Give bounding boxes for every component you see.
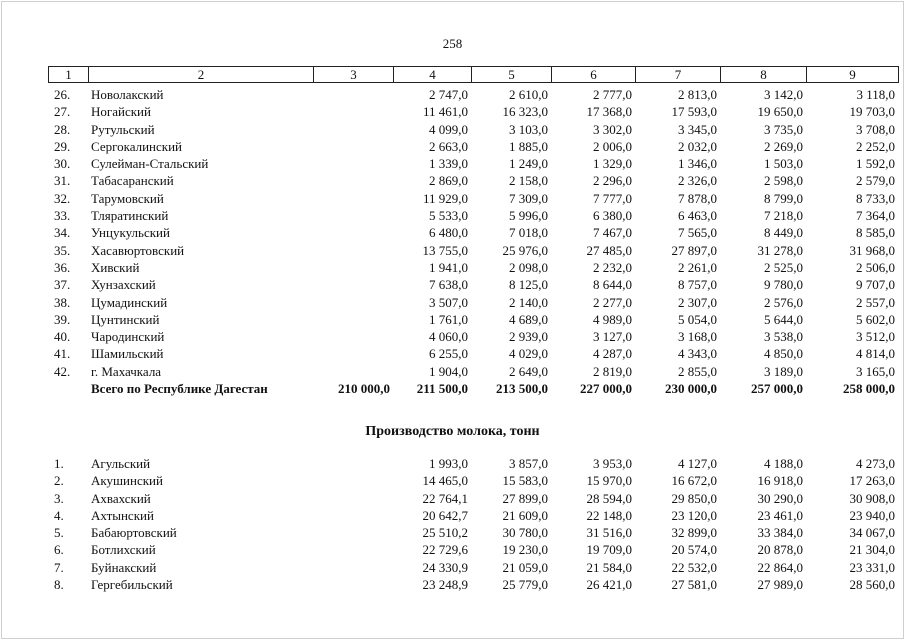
col-8-value: 257 000,0	[751, 381, 803, 397]
table-row	[48, 121, 898, 138]
col-4-value: 4 099,0	[429, 121, 468, 137]
district-name: Тляратинский	[91, 208, 169, 224]
col-7-value: 3 345,0	[678, 121, 717, 137]
column-header: 5	[472, 67, 552, 83]
page-number: 258	[442, 36, 463, 51]
col-5-value: 2 158,0	[509, 173, 548, 189]
col-8-value: 2 576,0	[764, 294, 803, 310]
district-name: Цунтинский	[91, 311, 160, 327]
district-name: Табасаранский	[91, 173, 174, 189]
column-header: 2	[89, 67, 314, 83]
col-5-value: 7 309,0	[509, 190, 548, 206]
col-3-value	[313, 103, 393, 120]
col-7-value: 2 326,0	[678, 173, 717, 189]
col-7-value: 2 261,0	[678, 259, 717, 275]
column-header: 1	[49, 67, 89, 83]
col-7-value: 4 127,0	[678, 456, 717, 471]
col-6-value: 2 006,0	[593, 138, 632, 154]
col-3-value	[313, 121, 393, 138]
col-6-value: 22 148,0	[586, 507, 632, 523]
col-6-value: 8 644,0	[593, 277, 632, 293]
table-row	[48, 207, 898, 224]
row-number: 31.	[54, 173, 71, 189]
district-name: Хивский	[91, 259, 140, 275]
col-8-value: 19 650,0	[757, 104, 803, 120]
col-5-value: 4 029,0	[509, 346, 548, 362]
table-row	[48, 259, 898, 276]
col-8-value: 30 290,0	[757, 490, 803, 506]
table-row	[48, 576, 898, 593]
column-header: 6	[552, 67, 636, 83]
col-7-value: 27 897,0	[671, 242, 717, 258]
col-9-value: 5 602,0	[856, 311, 895, 327]
col-9-value: 2 557,0	[856, 294, 895, 310]
row-number: 41.	[54, 346, 71, 362]
col-3-value	[313, 276, 393, 293]
col-9-value: 2 579,0	[856, 173, 895, 189]
col-6-value: 3 953,0	[593, 456, 632, 471]
district-name: Сергокалинский	[91, 138, 183, 154]
col-7-value: 3 168,0	[678, 329, 717, 345]
col-4-value: 6 255,0	[429, 346, 468, 362]
row-number: 40.	[54, 329, 71, 345]
col-5-value: 2 140,0	[509, 294, 548, 310]
col-4-value: 22 764,1	[422, 490, 468, 506]
col-8-value: 23 461,0	[757, 507, 803, 523]
col-3-value	[313, 86, 393, 103]
col-5-value: 25 976,0	[502, 242, 548, 258]
col-3-value	[313, 524, 393, 541]
col-6-value: 19 709,0	[586, 542, 632, 558]
col-6-value: 27 485,0	[586, 242, 632, 258]
row-number: 39.	[54, 311, 71, 327]
col-5-value: 21 609,0	[502, 507, 548, 523]
col-7-value: 6 463,0	[678, 208, 717, 224]
col-3-value	[313, 490, 393, 507]
col-3-value	[313, 242, 393, 259]
col-9-value: 31 968,0	[849, 242, 895, 258]
district-name: Хасавюртовский	[91, 242, 185, 258]
col-6-value: 6 380,0	[593, 208, 632, 224]
col-4-value: 3 507,0	[429, 294, 468, 310]
col-5-value: 2 610,0	[509, 87, 548, 102]
col-4-value: 4 060,0	[429, 329, 468, 345]
col-6-value: 15 970,0	[586, 473, 632, 489]
col-8-value: 16 918,0	[757, 473, 803, 489]
col-8-value: 31 278,0	[757, 242, 803, 258]
col-4-value: 25 510,2	[422, 525, 468, 541]
section-title: Производство молока, тонн	[365, 424, 540, 439]
col-9-value: 34 067,0	[849, 525, 895, 541]
col-5-value: 2 649,0	[509, 363, 548, 379]
col-4-value: 23 248,9	[422, 577, 468, 593]
col-7-value: 230 000,0	[665, 381, 717, 397]
table-row	[48, 172, 898, 189]
col-6-value: 7 777,0	[593, 190, 632, 206]
column-header: 9	[807, 67, 899, 83]
table-row	[48, 524, 898, 541]
col-4-value: 6 480,0	[429, 225, 468, 241]
col-9-value: 21 304,0	[849, 542, 895, 558]
col-9-value: 258 000,0	[843, 381, 895, 397]
table-row	[48, 311, 898, 328]
col-9-value: 7 364,0	[856, 208, 895, 224]
col-7-value: 2 307,0	[678, 294, 717, 310]
milk-production-table	[48, 455, 898, 593]
row-number: 38.	[54, 294, 71, 310]
district-name: Агульский	[91, 456, 151, 471]
col-7-value: 1 346,0	[678, 156, 717, 172]
col-7-value: 2 855,0	[678, 363, 717, 379]
col-9-value: 2 252,0	[856, 138, 895, 154]
col-6-value: 28 594,0	[586, 490, 632, 506]
col-5-value: 19 230,0	[502, 542, 548, 558]
col-3-value	[313, 541, 393, 558]
col-4-value: 13 755,0	[422, 242, 468, 258]
col-8-value: 3 189,0	[764, 363, 803, 379]
col-6-value: 1 329,0	[593, 156, 632, 172]
col-5-value: 7 018,0	[509, 225, 548, 241]
row-number: 37.	[54, 277, 71, 293]
district-name: Хунзахский	[91, 277, 156, 293]
table-row	[48, 103, 898, 120]
district-name: Ногайский	[91, 104, 151, 120]
col-7-value: 8 757,0	[678, 277, 717, 293]
col-4-value: 2 747,0	[429, 87, 468, 102]
column-header: 4	[394, 67, 472, 83]
col-4-value: 1 904,0	[429, 363, 468, 379]
col-7-value: 7 878,0	[678, 190, 717, 206]
col-8-value: 27 989,0	[757, 577, 803, 593]
col-3-value	[313, 172, 393, 189]
col-4-value: 7 638,0	[429, 277, 468, 293]
row-number: 3.	[54, 490, 64, 506]
row-number: 5.	[54, 525, 64, 541]
col-4-value: 14 465,0	[422, 473, 468, 489]
col-3-value	[313, 155, 393, 172]
col-4-value: 2 869,0	[429, 173, 468, 189]
col-3-value: 210 000,0	[338, 381, 390, 397]
col-8-value: 3 142,0	[764, 87, 803, 102]
col-7-value: 29 850,0	[671, 490, 717, 506]
total-row	[48, 380, 898, 397]
col-4-value: 2 663,0	[429, 138, 468, 154]
col-5-value: 213 500,0	[496, 381, 548, 397]
col-5-value: 2 939,0	[509, 329, 548, 345]
col-3-value	[313, 472, 393, 489]
col-3-value	[313, 224, 393, 241]
row-number: 8.	[54, 577, 64, 593]
table-row	[48, 138, 898, 155]
col-8-value: 8 799,0	[764, 190, 803, 206]
col-6-value: 4 989,0	[593, 311, 632, 327]
col-8-value: 8 449,0	[764, 225, 803, 241]
col-8-value: 1 503,0	[764, 156, 803, 172]
table-row	[48, 276, 898, 293]
col-9-value: 8 733,0	[856, 190, 895, 206]
table-row	[48, 86, 898, 103]
col-7-value: 4 343,0	[678, 346, 717, 362]
row-number: 32.	[54, 190, 71, 206]
row-number: 33.	[54, 208, 71, 224]
district-name: Чародинский	[91, 329, 165, 345]
col-6-value: 7 467,0	[593, 225, 632, 241]
col-5-value: 5 996,0	[509, 208, 548, 224]
col-7-value: 17 593,0	[671, 104, 717, 120]
col-9-value: 23 940,0	[849, 507, 895, 523]
col-6-value: 26 421,0	[586, 577, 632, 593]
row-number: 28.	[54, 121, 71, 137]
table-row	[48, 294, 898, 311]
col-9-value: 4 814,0	[856, 346, 895, 362]
col-7-value: 7 565,0	[678, 225, 717, 241]
district-name: Всего по Республике Дагестан	[91, 381, 268, 397]
district-name: Новолакский	[91, 87, 164, 102]
row-number: 42.	[54, 363, 71, 379]
col-7-value: 23 120,0	[671, 507, 717, 523]
col-5-value: 25 779,0	[502, 577, 548, 593]
col-8-value: 3 538,0	[764, 329, 803, 345]
col-9-value: 30 908,0	[849, 490, 895, 506]
col-3-value	[313, 345, 393, 362]
col-6-value: 2 296,0	[593, 173, 632, 189]
col-9-value: 17 263,0	[849, 473, 895, 489]
col-9-value: 9 707,0	[856, 277, 895, 293]
col-8-value: 4 188,0	[764, 456, 803, 471]
row-number: 1.	[54, 456, 64, 471]
col-4-value: 1 339,0	[429, 156, 468, 172]
col-4-value: 1 941,0	[429, 259, 468, 275]
row-number: 6.	[54, 542, 64, 558]
col-8-value: 33 384,0	[757, 525, 803, 541]
district-name: Ахвахский	[91, 490, 151, 506]
row-number: 35.	[54, 242, 71, 258]
col-9-value: 8 585,0	[856, 225, 895, 241]
table-row	[48, 472, 898, 489]
col-4-value: 24 330,9	[422, 559, 468, 575]
table-row	[48, 541, 898, 558]
col-3-value	[313, 559, 393, 576]
col-8-value: 22 864,0	[757, 559, 803, 575]
row-number: 4.	[54, 507, 64, 523]
col-9-value: 3 165,0	[856, 363, 895, 379]
col-8-value: 4 850,0	[764, 346, 803, 362]
col-6-value: 2 232,0	[593, 259, 632, 275]
table-row	[48, 224, 898, 241]
col-5-value: 27 899,0	[502, 490, 548, 506]
col-7-value: 27 581,0	[671, 577, 717, 593]
col-4-value: 22 729,6	[422, 542, 468, 558]
column-header: 3	[314, 67, 394, 83]
row-number	[48, 380, 88, 397]
col-5-value: 2 098,0	[509, 259, 548, 275]
district-name: Акушинский	[91, 473, 163, 489]
row-number: 36.	[54, 259, 71, 275]
col-3-value	[313, 311, 393, 328]
col-3-value	[313, 138, 393, 155]
col-8-value: 2 269,0	[764, 138, 803, 154]
col-7-value: 16 672,0	[671, 473, 717, 489]
col-9-value: 3 708,0	[856, 121, 895, 137]
col-7-value: 20 574,0	[671, 542, 717, 558]
row-number: 26.	[54, 87, 71, 102]
district-name: Гергебильский	[91, 577, 173, 593]
col-7-value: 32 899,0	[671, 525, 717, 541]
col-6-value: 227 000,0	[580, 381, 632, 397]
col-6-value: 21 584,0	[586, 559, 632, 575]
col-9-value: 2 506,0	[856, 259, 895, 275]
col-5-value: 15 583,0	[502, 473, 548, 489]
district-name: Рутульский	[91, 121, 155, 137]
district-name: Бабаюртовский	[91, 525, 177, 541]
col-3-value	[313, 207, 393, 224]
col-4-value: 20 642,7	[422, 507, 468, 523]
district-name: Сулейман-Стальский	[91, 156, 209, 172]
col-8-value: 5 644,0	[764, 311, 803, 327]
col-4-value: 1 993,0	[429, 456, 468, 471]
col-6-value: 17 368,0	[586, 104, 632, 120]
col-6-value: 2 277,0	[593, 294, 632, 310]
col-3-value	[313, 259, 393, 276]
col-6-value: 31 516,0	[586, 525, 632, 541]
col-6-value: 3 127,0	[593, 329, 632, 345]
district-name: Унцукульский	[91, 225, 170, 241]
col-7-value: 5 054,0	[678, 311, 717, 327]
meat-production-table	[48, 86, 898, 397]
col-3-value	[313, 576, 393, 593]
district-name: Тарумовский	[91, 190, 164, 206]
col-5-value: 3 857,0	[509, 456, 548, 471]
col-7-value: 2 813,0	[678, 87, 717, 102]
col-6-value: 3 302,0	[593, 121, 632, 137]
col-3-value	[313, 328, 393, 345]
table-row	[48, 507, 898, 524]
district-name: Ахтынский	[91, 507, 154, 523]
col-8-value: 7 218,0	[764, 208, 803, 224]
table-row	[48, 155, 898, 172]
col-3-value	[313, 190, 393, 207]
col-5-value: 8 125,0	[509, 277, 548, 293]
table-row	[48, 490, 898, 507]
row-number: 30.	[54, 156, 71, 172]
col-9-value: 19 703,0	[849, 104, 895, 120]
column-header: 7	[636, 67, 721, 83]
table-row	[48, 559, 898, 576]
table-row	[48, 328, 898, 345]
column-header-table	[48, 66, 899, 83]
col-9-value: 3 118,0	[856, 87, 895, 102]
header-row	[49, 67, 899, 83]
col-5-value: 1 885,0	[509, 138, 548, 154]
table-row	[48, 455, 898, 472]
col-6-value: 4 287,0	[593, 346, 632, 362]
column-header: 8	[721, 67, 807, 83]
table-row	[48, 242, 898, 259]
district-name: Цумадинский	[91, 294, 168, 310]
table-row	[48, 345, 898, 362]
col-7-value: 22 532,0	[671, 559, 717, 575]
table-row	[48, 190, 898, 207]
col-6-value: 2 819,0	[593, 363, 632, 379]
row-number: 29.	[54, 138, 71, 154]
district-name: г. Махачкала	[91, 363, 162, 379]
col-8-value: 9 780,0	[764, 277, 803, 293]
district-name: Буйнакский	[91, 559, 157, 575]
col-9-value: 1 592,0	[856, 156, 895, 172]
row-number: 27.	[54, 104, 71, 120]
col-3-value	[313, 507, 393, 524]
col-3-value	[313, 294, 393, 311]
col-4-value: 1 761,0	[429, 311, 468, 327]
col-5-value: 4 689,0	[509, 311, 548, 327]
col-7-value: 2 032,0	[678, 138, 717, 154]
col-4-value: 11 461,0	[422, 104, 468, 120]
col-9-value: 28 560,0	[849, 577, 895, 593]
col-6-value: 2 777,0	[593, 87, 632, 102]
col-9-value: 4 273,0	[856, 456, 895, 471]
col-4-value: 11 929,0	[422, 190, 468, 206]
district-name: Шамильский	[91, 346, 164, 362]
col-5-value: 21 059,0	[502, 559, 548, 575]
district-name: Ботлихский	[91, 542, 156, 558]
col-9-value: 3 512,0	[856, 329, 895, 345]
row-number: 2.	[54, 473, 64, 489]
col-8-value: 2 598,0	[764, 173, 803, 189]
col-8-value: 20 878,0	[757, 542, 803, 558]
col-5-value: 16 323,0	[502, 104, 548, 120]
col-3-value	[313, 363, 393, 380]
col-4-value: 211 500,0	[416, 381, 468, 397]
row-number: 7.	[54, 559, 64, 575]
col-5-value: 1 249,0	[509, 156, 548, 172]
col-5-value: 3 103,0	[509, 121, 548, 137]
row-number: 34.	[54, 225, 71, 241]
table-row	[48, 363, 898, 380]
col-8-value: 2 525,0	[764, 259, 803, 275]
col-8-value: 3 735,0	[764, 121, 803, 137]
col-3-value	[313, 455, 393, 472]
col-4-value: 5 533,0	[429, 208, 468, 224]
col-9-value: 23 331,0	[849, 559, 895, 575]
col-5-value: 30 780,0	[502, 525, 548, 541]
